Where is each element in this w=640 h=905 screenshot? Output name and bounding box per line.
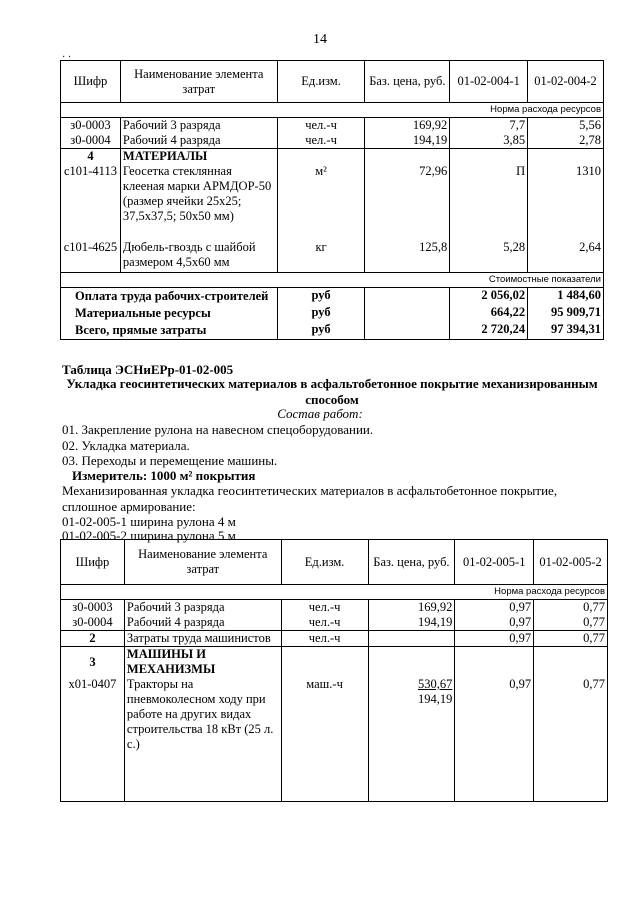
resource-table-2 (60, 539, 608, 802)
table-row: х01-0407 Тракторы на пневмоколесном ходу при работе на других видах строительства 18 кВт (25 л. с.) маш.-ч 530,67 194,19 0,97 0,77 (61, 677, 608, 801)
header-col2: 01-02-005-2 (534, 540, 608, 585)
table-row: с101-4625 Дюбель-гвоздь с шайбой размером 4,5х60 мм кг 125,8 5,28 2,64 (61, 240, 604, 272)
header-price: Баз. цена, руб. (368, 540, 455, 585)
header-unit: Ед.изм. (277, 61, 365, 103)
table-row: 2 Затраты труда машинистов чел.-ч 0,97 0,77 (61, 631, 608, 647)
header-col1: 01-02-004-1 (450, 61, 528, 103)
header-col1: 01-02-005-1 (455, 540, 534, 585)
header-code: Шифр (61, 540, 125, 585)
table-row: з0-0004 Рабочий 4 разряда чел.-ч 194,19 3,85 2,78 (61, 133, 604, 149)
norm-label: Норма расхода ресурсов (61, 103, 604, 118)
table-row: з0-0003 Рабочий 3 разряда чел.-ч 169,92 7,7 5,56 (61, 118, 604, 134)
machine-price-1: 530,67 (417, 677, 453, 691)
header-code: Шифр (61, 61, 121, 103)
composition-label: Состав работ: (277, 406, 363, 421)
section-row: 3 МАШИНЫ И МЕХАНИЗМЫ (61, 647, 608, 678)
section-heading: Укладка геосинтетических материалов в асфальтобетонное покрытие механизированным способом (66, 376, 598, 407)
table-row: з0-0004 Рабочий 4 разряда чел.-ч 194,19 0,97 0,77 (61, 615, 608, 631)
norm-label: Норма расхода ресурсов (61, 585, 608, 600)
totals-row: Всего, прямые затраты руб 2 720,24 97 394,31 (61, 322, 604, 340)
totals-row: Оплата труда рабочих-строителей руб 2 056,02 1 484,60 (61, 287, 604, 305)
variant-2: 01-02-005-2 ширина рулона 5 м (62, 528, 236, 543)
table-row: с101-4113 Геосетка стеклянная клееная марки АРМДОР-50 (размер ячейки 25х25; 37,5х37,5; 50х50 мм) м² 72,96 П 1310 (61, 164, 604, 240)
header-name: Наименование элемента затрат (124, 540, 281, 585)
header-name: Наименование элемента затрат (120, 61, 277, 103)
top-marks: · · (62, 52, 72, 63)
header-price: Баз. цена, руб. (365, 61, 450, 103)
resource-table-1 (60, 60, 604, 340)
table-title: Таблица ЭСНиЕРр-01-02-005 (62, 362, 234, 377)
machine-price-2: 194,19 (417, 692, 453, 706)
header-unit: Ед.изм. (281, 540, 368, 585)
step-2: 02. Укладка материала. (62, 438, 190, 453)
step-1: 01. Закрепление рулона на навесном спецоборудовании. (62, 422, 374, 437)
work-description: Механизированная укладка геосинтетических материалов в асфальтобетонное покрытие, сплошное армирование: (62, 483, 558, 514)
totals-row: Материальные ресурсы руб 664,22 95 909,71 (61, 305, 604, 322)
step-3: 03. Переходы и перемещение машины. (62, 453, 278, 468)
section-row: 4 МАТЕРИАЛЫ (61, 149, 604, 165)
variant-1: 01-02-005-1 ширина рулона 4 м (62, 514, 236, 529)
table-row: з0-0003 Рабочий 3 разряда чел.-ч 169,92 0,97 0,77 (61, 600, 608, 616)
cost-label: Стоимостные показатели (61, 272, 604, 287)
page-number: 14 (313, 32, 327, 47)
header-col2: 01-02-004-2 (528, 61, 604, 103)
meter-label: Измеритель: 1000 м² покрытия (72, 468, 256, 483)
